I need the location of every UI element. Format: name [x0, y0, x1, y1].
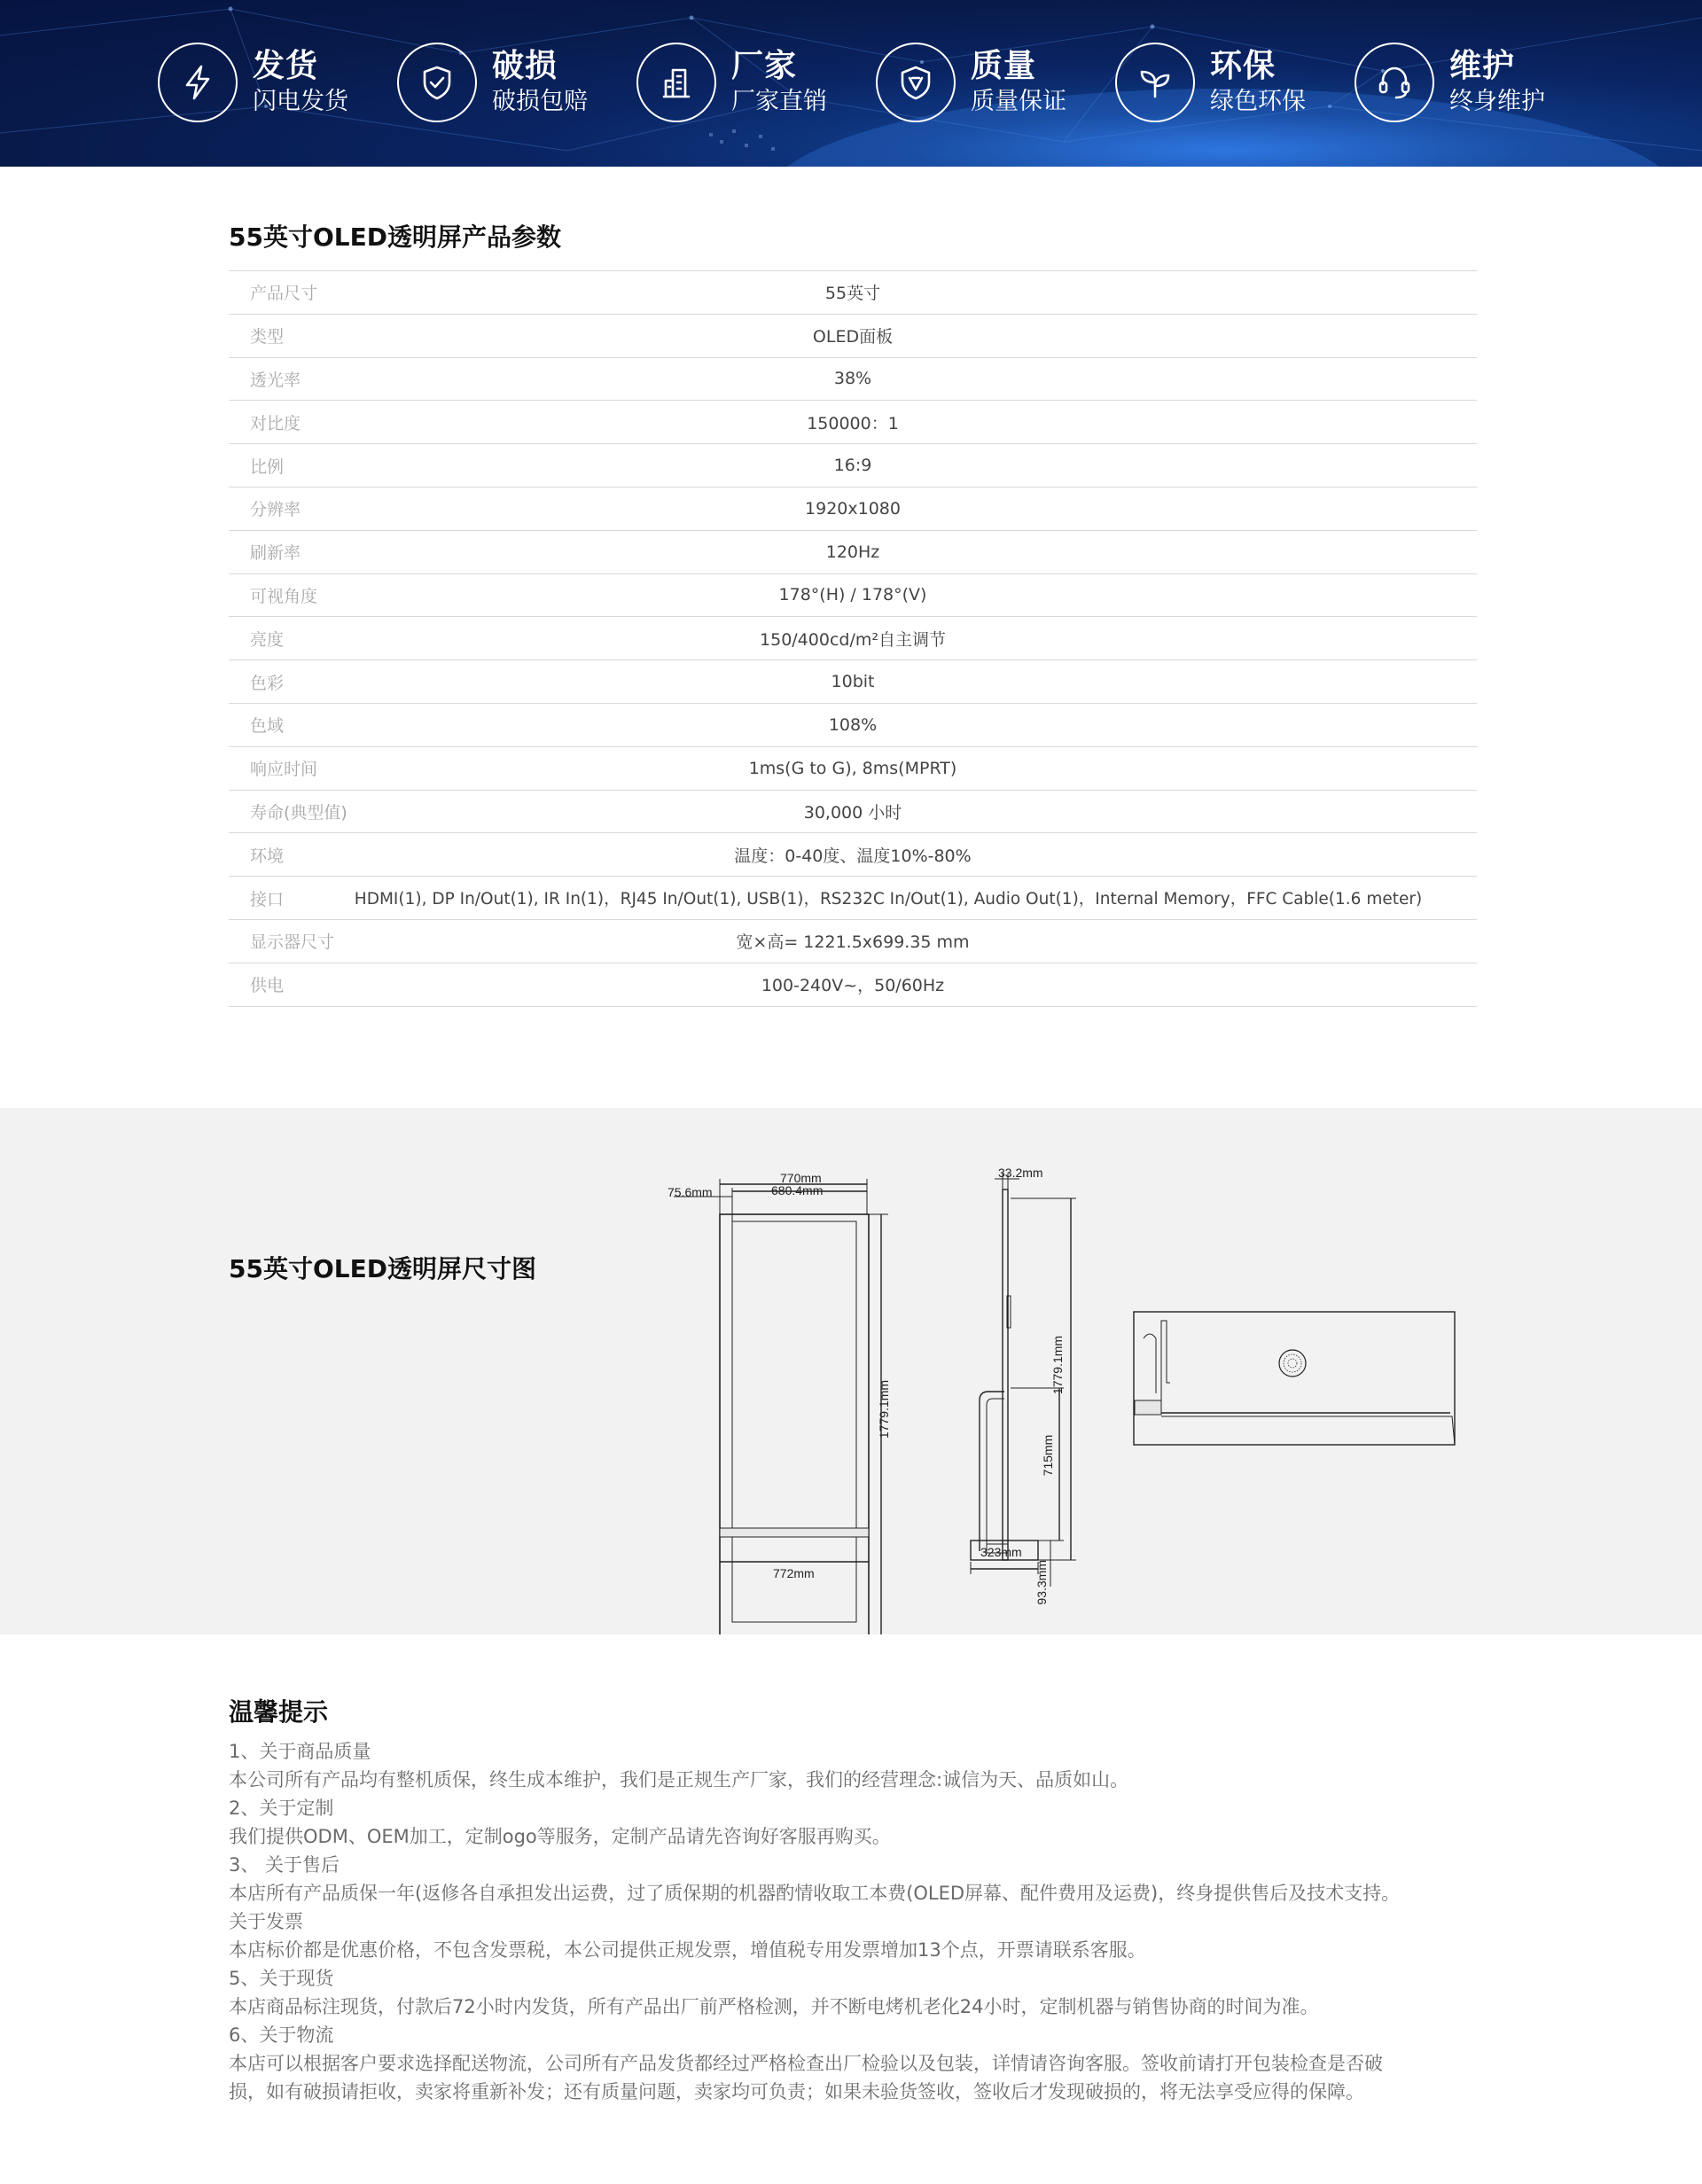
tip-line: 5、关于现货: [229, 1968, 334, 1989]
spec-value: HDMI(1), DP In/Out(1), IR In(1)，RJ45 In/Out(1), USB(1)，RS232C In/Out(1), Audio Out(1)，Internal Memory，FFC Cable(1.6 meter): [354, 890, 1423, 909]
spec-label: 比例: [250, 456, 285, 477]
sprout-icon: [1115, 43, 1195, 122]
spec-value: 宽×高= 1221.5x699.35 mm: [736, 932, 970, 953]
spec-value: 温度：0-40度、温度10%-80%: [734, 846, 972, 866]
feature-eco: [1115, 43, 1355, 122]
table-row: [229, 963, 1477, 1006]
feature-subtitle: 厂家直销: [731, 88, 827, 115]
spec-label: 响应时间: [250, 760, 318, 780]
feature-title: 维护: [1449, 48, 1516, 84]
spec-label: 分辨率: [250, 500, 301, 520]
tip-line: 本店可以根据客户要求选择配送物流，公司所有产品发货都经过严格检查出厂检验以及包装，详情请咨询客服。签收前请打开包装检查是否破: [229, 2053, 1383, 2074]
feature-subtitle: 质量保证: [971, 88, 1066, 115]
spec-label: 环境: [250, 846, 285, 866]
dim-label-frame: 75.6mm: [668, 1185, 713, 1199]
tip-line: 本店标价都是优惠价格，不包含发票税，本公司提供正规发票，增值税专用发票增加13个点，开票请联系客服。: [229, 1939, 1146, 1961]
table-row: [229, 617, 1477, 660]
spec-label: 色域: [250, 716, 285, 737]
feature-title: 质量: [971, 48, 1037, 84]
spec-value: 10bit: [831, 672, 875, 692]
dim-label-outer-width: 770mm: [780, 1171, 822, 1185]
feature-subtitle: 破损包赔: [492, 88, 588, 115]
table-row: [229, 271, 1477, 315]
spec-value: 16:9: [833, 456, 872, 476]
table-row: [229, 444, 1477, 488]
tips-list: [229, 1737, 1487, 2106]
tip-line: 本店商品标注现货，付款后72小时内发货，所有产品出厂前严格检测，并不断电烤机老化24小时，定制机器与销售协商的时间为准。: [229, 1996, 1319, 2017]
spec-section-title: 55英寸OLED透明屏产品参数: [229, 222, 561, 252]
dim-label-base-height: 93.3mm: [1034, 1560, 1049, 1605]
spec-label: 接口: [250, 889, 285, 909]
tip-line: 1、关于商品质量: [229, 1741, 371, 1762]
factory-icon: [636, 43, 716, 122]
spec-label: 对比度: [250, 413, 301, 433]
table-row: [229, 833, 1477, 877]
spec-value: 1920x1080: [805, 498, 901, 519]
spec-table: [229, 270, 1477, 1007]
spec-value: 1ms(G to G), 8ms(MPRT): [748, 758, 957, 778]
dimension-section-title: 55英寸OLED透明屏尺寸图: [229, 1254, 536, 1283]
spec-value: 108%: [828, 714, 878, 735]
table-row: [229, 530, 1477, 573]
feature-title: 环保: [1210, 48, 1276, 84]
table-row: [229, 357, 1477, 401]
feature-factory: [636, 43, 876, 122]
feature-subtitle: 闪电发货: [253, 88, 348, 115]
dimension-section: [0, 1108, 1702, 1634]
tip-line: 2、关于定制: [229, 1798, 334, 1819]
spec-value: 100-240V~，50/60Hz: [761, 976, 945, 996]
shield-check-icon: [397, 43, 477, 122]
badge-icon: [876, 43, 956, 122]
table-row: [229, 919, 1477, 963]
feature-list: [158, 43, 1594, 122]
table-row: [229, 790, 1477, 833]
spec-label: 透光率: [250, 370, 301, 390]
spec-value: 38%: [833, 369, 872, 389]
spec-label: 可视角度: [250, 586, 318, 606]
dim-label-top-thickness: 33.2mm: [998, 1166, 1043, 1180]
dim-label-stand-height: 715mm: [1041, 1434, 1055, 1477]
tips-title: 温馨提示: [229, 1697, 329, 1727]
spec-label: 亮度: [250, 629, 285, 650]
feature-damage: [397, 43, 636, 122]
feature-title: 破损: [492, 48, 558, 84]
tip-line: 6、关于物流: [229, 2024, 334, 2046]
spec-label: 类型: [250, 327, 285, 347]
headset-icon: [1355, 43, 1434, 122]
tip-line: 损，如有破损请拒收，卖家将重新补发；还有质量问题，卖家均可负责；如果未验货签收，签收后才发现破损的，将无法享受应得的保障。: [229, 2081, 1364, 2102]
feature-subtitle: 绿色环保: [1210, 88, 1306, 115]
spec-value: 178°(H) / 178°(V): [778, 585, 927, 605]
spec-label: 刷新率: [250, 543, 301, 564]
feature-title: 厂家: [731, 48, 798, 84]
rear-view-drawing: [1134, 1312, 1455, 1445]
table-row: [229, 703, 1477, 746]
lightning-icon: [158, 43, 238, 122]
dim-label-depth: 323mm: [980, 1545, 1022, 1559]
feature-quality: [876, 43, 1115, 122]
table-row: [229, 401, 1477, 444]
spec-value: 150/400cd/m²自主调节: [760, 629, 946, 650]
spec-value: 150000：1: [807, 413, 899, 433]
dim-label-front-height: 1779.1mm: [877, 1379, 891, 1439]
spec-value: 55英寸: [824, 284, 881, 304]
dim-label-base-width: 772mm: [773, 1566, 815, 1580]
tip-line: 3、 关于售后: [229, 1854, 340, 1876]
table-row: [229, 487, 1477, 530]
feature-subtitle: 终身维护: [1449, 88, 1545, 115]
spec-label: 色彩: [250, 673, 285, 693]
table-row: [229, 660, 1477, 704]
feature-shipping: [158, 43, 397, 122]
spec-value: OLED面板: [812, 327, 894, 347]
dimension-drawing: [0, 1108, 1702, 1634]
tip-line: 我们提供ODM、OEM加工，定制ogo等服务，定制产品请先咨询好客服再购买。: [229, 1826, 891, 1847]
spec-label: 寿命(典型值): [250, 802, 347, 823]
spec-label: 产品尺寸: [250, 284, 318, 304]
service-banner: [0, 0, 1702, 167]
table-row: [229, 573, 1477, 617]
dim-label-panel-width: 680.4mm: [771, 1183, 824, 1197]
spec-label: 显示器尺寸: [250, 932, 335, 953]
table-row: [229, 877, 1477, 920]
spec-label: 供电: [250, 976, 285, 996]
tip-line: 本公司所有产品均有整机质保，终生成本维护，我们是正规生产厂家，我们的经营理念:诚信为天、品质如山。: [229, 1769, 1129, 1790]
tip-line: 本店所有产品质保一年(返修各自承担发出运费，过了质保期的机器酌情收取工本费(OLED屏幕、配件费用及运费)，终身提供售后及技术支持。: [229, 1883, 1401, 1904]
dim-label-side-height: 1779.1mm: [1050, 1335, 1065, 1395]
spec-value: 30,000 小时: [803, 802, 902, 823]
table-row: [229, 314, 1477, 357]
feature-title: 发货: [253, 48, 319, 84]
feature-maintenance: [1355, 43, 1594, 122]
table-row: [229, 746, 1477, 790]
spec-value: 120Hz: [825, 542, 880, 562]
tip-line: 关于发票: [229, 1911, 303, 1932]
